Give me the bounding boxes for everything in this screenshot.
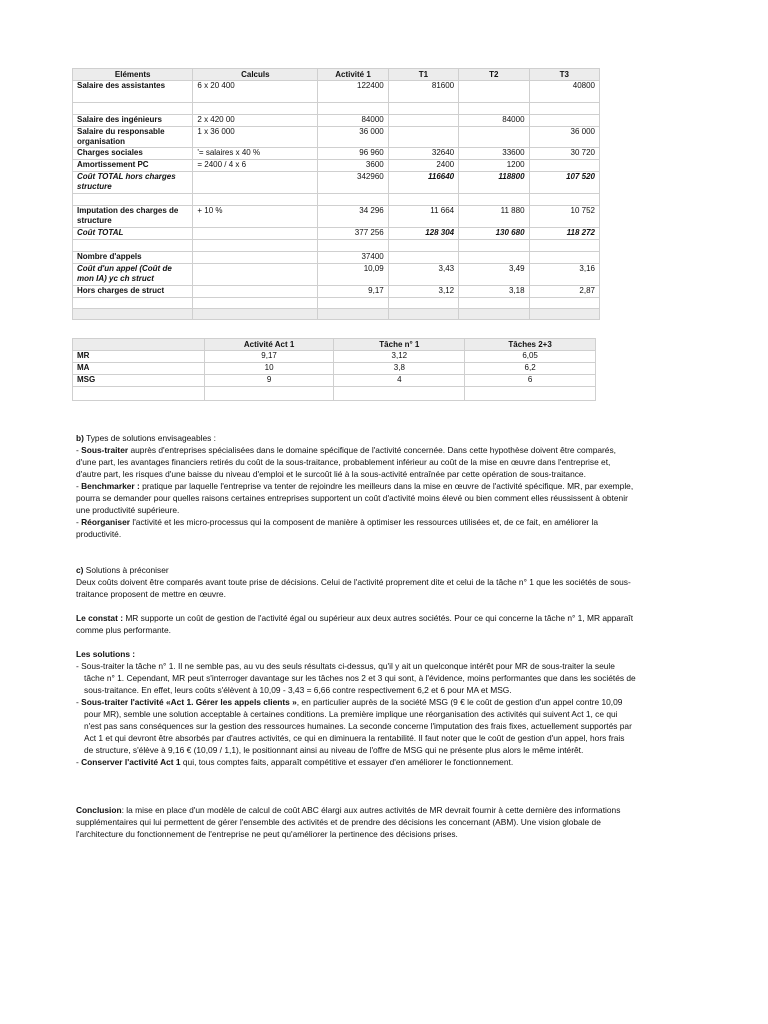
solution-bold: Conserver l'activité Act 1: [81, 757, 181, 767]
row-activite1: 37400: [318, 252, 388, 264]
bullet-text: l'activité et les micro-processus qui la composent de manière à optimiser les ressources utilisées et, de ce fait, en améliorer la productivité.: [76, 517, 599, 539]
cost-table: [72, 68, 600, 320]
table-row: [73, 148, 600, 160]
comparison-table-header: [73, 339, 596, 351]
section-letter: b): [76, 433, 84, 443]
row-label: Charges sociales: [73, 148, 193, 160]
solution-2: - Sous-traiter l'activité «Act 1. Gérer les appels clients », en particulier auprès de la société MSG (9 € le coût de gestion d'un appel contre 10,09 pour MR), semble une solution acceptable à certaines conditions. La première implique une réorganisation des activités qui suivent Act 1, ce qui n'est pas sans conséquences sur la gestion des ressources humaines. La seconde concerne l'imputation des frais fixes, actuellement supportés par Act 1 et qui devront être absorbés par d'autres activités, ce qui en diminuera la rentabilité. Il faut noter que le coût de gestion d'un appel, hors frais de structure, s'élève à 9,16 € (10,09 / 1,1), le positionnant ainsi au niveau de l'offre de MSG qui ne présente plus alors le même intérêt.: [76, 697, 632, 755]
row-t1: 3,43: [388, 264, 458, 286]
conclusion-label: Conclusion: [76, 805, 122, 815]
table-row: [73, 115, 600, 127]
conclusion-text: : la mise en place d'un modèle de calcul de coût ABC élargi aux autres activités de MR devrait fournir à cette dernière des informations supplémentaires qui lui permettent de gérer l'ensemble des activités et de prendre des décisions les concernant (ABM). Une vision globale de l'architecture du fonctionnement de l'entreprise ne peut qu'améliorer la pertinence des décisions prises.: [76, 805, 621, 839]
table-row: [73, 363, 596, 375]
cost-table-header: [73, 69, 600, 81]
table-row: [73, 286, 600, 298]
constat-label: Le constat :: [76, 613, 123, 623]
bullet-text: pratique par laquelle l'entreprise va tenter de rejoindre les meilleurs dans la mise en œuvre de l'activité spécifique. MR, par exemple, pourra se demander pour quelles raisons certaines entreprises supportent un coût d'activité moins élevé ou bien comment elles réussissent à obtenir une productivité supérieure.: [76, 481, 634, 515]
header-t3: T3: [529, 69, 599, 81]
row-t1: 128 304: [388, 228, 458, 240]
bullet-bold: Sous-traiter: [81, 445, 129, 455]
row-t3: [529, 309, 599, 320]
row-t1: [388, 309, 458, 320]
row-calc: 2 x 420 00: [193, 115, 318, 127]
row-value: 6,05: [465, 351, 596, 363]
row-label: MR: [73, 351, 205, 363]
row-t3: [529, 194, 599, 206]
solution-3: - Conserver l'activité Act 1 qui, tous comptes faits, apparaît compétitive et essayer d'en améliorer le fonctionnement.: [76, 757, 514, 767]
header-calculs: Calculs: [193, 69, 318, 81]
row-value: 3,12: [334, 351, 465, 363]
row-calc: [193, 264, 318, 286]
header-taches23: Tâches 2+3: [465, 339, 596, 351]
row-t2: 1200: [459, 160, 529, 172]
row-t2: [459, 81, 529, 103]
row-activite1: 342960: [318, 172, 388, 194]
table-row: [73, 127, 600, 148]
row-activite1: 377 256: [318, 228, 388, 240]
constat-text: MR supporte un coût de gestion de l'activité égal ou supérieur aux deux autres sociétés. Pour ce qui concerne la tâche n° 1, MR apparaît comme plus performante.: [76, 613, 634, 635]
conclusion: [76, 804, 636, 840]
solution-text: qui, tous comptes faits, apparaît compétitive et essayer d'en améliorer le fonctionnement.: [180, 757, 514, 767]
row-label: Coût d'un appel (Coût de mon IA) yc ch struct: [73, 264, 193, 286]
table-row: [73, 103, 600, 115]
row-calc: + 10 %: [193, 206, 318, 228]
row-label: [73, 309, 193, 320]
row-value: [334, 387, 465, 401]
constat-paragraph: [76, 612, 636, 636]
row-value: [204, 387, 334, 401]
row-value: 6: [465, 375, 596, 387]
section-c-intro: Deux coûts doivent être comparés avant toute prise de décisions. Celui de l'activité proprement dite et celui de la tâche n° 1 que les sociétés de sous-traitance proposent de mettre en œuvre.: [76, 577, 631, 599]
header-blank: [73, 339, 205, 351]
solutions-label: Les solutions :: [76, 649, 136, 659]
row-t1: [388, 240, 458, 252]
row-t2: 33600: [459, 148, 529, 160]
row-label: Nombre d'appels: [73, 252, 193, 264]
row-activite1: [318, 298, 388, 309]
row-t1: 81600: [388, 81, 458, 103]
row-t2: 3,49: [459, 264, 529, 286]
row-t2: [459, 309, 529, 320]
row-t1: 2400: [388, 160, 458, 172]
table-row: [73, 194, 600, 206]
row-label: Salaire du responsable organisation: [73, 127, 193, 148]
bullet-benchmarker: - Benchmarker : pratique par laquelle l'entreprise va tenter de rejoindre les meilleurs dans la mise en œuvre de l'activité spécifique. MR, par exemple, pourra se demander pour quelles raisons certaines entreprises supportent un coût d'activité moins élevé ou bien comment elles réussissent à obtenir une productivité supérieure.: [76, 481, 634, 515]
row-label: [73, 387, 205, 401]
row-label: Coût TOTAL hors charges structure: [73, 172, 193, 194]
row-t2: 11 880: [459, 206, 529, 228]
bullet-reorganiser: - Réorganiser l'activité et les micro-processus qui la composent de manière à optimiser les ressources utilisées et, de ce fait, en améliorer la productivité.: [76, 517, 599, 539]
row-calc: = 2400 / 4 x 6: [193, 160, 318, 172]
row-label: Imputation des charges de structure: [73, 206, 193, 228]
row-activite1: [318, 309, 388, 320]
section-b-heading: [76, 432, 636, 444]
bullet-text: auprès d'entreprises spécialisées dans le domaine spécifique de l'activité concernée. Dans cette hypothèse doivent être comparés, d'une part, les avantages financiers retirés du coût de la sous-traitance, probablement inférieur au coût de la mise en œuvre dans l'entreprise et, d'autre part, les risques d'une baisse du niveau d'emploi et le surcoût lié à la sous-activité entraînée par cette opération de sous-traitance.: [76, 445, 616, 479]
table-row: [73, 160, 600, 172]
row-t1: [388, 298, 458, 309]
row-t1: 3,12: [388, 286, 458, 298]
row-t1: 116640: [388, 172, 458, 194]
row-t2: 3,18: [459, 286, 529, 298]
bullet-bold: Benchmarker :: [81, 481, 140, 491]
row-t3: 30 720: [529, 148, 599, 160]
table-row: [73, 252, 600, 264]
row-label: Hors charges de struct: [73, 286, 193, 298]
header-elements: Eléments: [73, 69, 193, 81]
row-activite1: [318, 194, 388, 206]
row-t2: [459, 194, 529, 206]
row-calc: [193, 252, 318, 264]
bullet-sous-traiter: - Sous-traiter auprès d'entreprises spécialisées dans le domaine spécifique de l'activité concernée. Dans cette hypothèse doivent être comparés, d'une part, les avantages financiers retirés du coût de la sous-traitance, probablement inférieur au coût de la mise en œuvre dans l'entreprise et, d'autre part, les risques d'une baisse du niveau d'emploi et le surcoût lié à la sous-activité entraînée par cette opération de sous-traitance.: [76, 445, 616, 479]
row-t3: 10 752: [529, 206, 599, 228]
row-t2: [459, 127, 529, 148]
row-t1: [388, 103, 458, 115]
row-t1: [388, 194, 458, 206]
section-title: Solutions à préconiser: [85, 565, 169, 575]
row-t3: 118 272: [529, 228, 599, 240]
row-t2: [459, 240, 529, 252]
row-t3: [529, 115, 599, 127]
row-value: 9: [204, 375, 334, 387]
row-label: Salaire des ingénieurs: [73, 115, 193, 127]
header-t1: T1: [388, 69, 458, 81]
row-label: Salaire des assistantes: [73, 81, 193, 103]
section-b: [76, 432, 636, 540]
table-row: [73, 206, 600, 228]
header-tache1: Tâche n° 1: [334, 339, 465, 351]
row-t3: [529, 298, 599, 309]
row-activite1: 34 296: [318, 206, 388, 228]
section-c-heading: [76, 564, 636, 576]
row-value: [465, 387, 596, 401]
row-calc: [193, 309, 318, 320]
table-row: [73, 172, 600, 194]
row-activite1: [318, 240, 388, 252]
table-row: [73, 375, 596, 387]
row-t1: 11 664: [388, 206, 458, 228]
row-calc: '= salaires x 40 %: [193, 148, 318, 160]
row-calc: [193, 240, 318, 252]
header-activite1: Activité 1: [318, 69, 388, 81]
row-activite1: 9,17: [318, 286, 388, 298]
row-t2: 130 680: [459, 228, 529, 240]
row-t2: 118800: [459, 172, 529, 194]
section-c: [76, 564, 636, 768]
row-calc: 1 x 36 000: [193, 127, 318, 148]
row-activite1: 84000: [318, 115, 388, 127]
solutions-heading: [76, 648, 636, 660]
row-t3: [529, 103, 599, 115]
row-t1: [388, 115, 458, 127]
row-t3: [529, 240, 599, 252]
table-row: [73, 387, 596, 401]
row-calc: [193, 286, 318, 298]
row-value: 4: [334, 375, 465, 387]
conclusion-paragraph: [76, 804, 636, 840]
row-t3: [529, 252, 599, 264]
row-activite1: 10,09: [318, 264, 388, 286]
row-t3: 3,16: [529, 264, 599, 286]
solution-bold: Sous-traiter l'activité «Act 1. Gérer les appels clients »: [81, 697, 297, 707]
header-activite-act1: Activité Act 1: [204, 339, 334, 351]
row-value: 10: [204, 363, 334, 375]
row-label: MA: [73, 363, 205, 375]
row-label: [73, 240, 193, 252]
row-t1: 32640: [388, 148, 458, 160]
row-t2: [459, 252, 529, 264]
row-calc: [193, 103, 318, 115]
row-t3: 40800: [529, 81, 599, 103]
row-activite1: 36 000: [318, 127, 388, 148]
row-activite1: [318, 103, 388, 115]
row-label: [73, 194, 193, 206]
row-t3: 36 000: [529, 127, 599, 148]
bullet-bold: Réorganiser: [81, 517, 130, 527]
row-t1: [388, 127, 458, 148]
row-label: Coût TOTAL: [73, 228, 193, 240]
row-t2: 84000: [459, 115, 529, 127]
section-title: Types de solutions envisageables :: [86, 433, 216, 443]
row-t3: 107 520: [529, 172, 599, 194]
table-row: [73, 228, 600, 240]
table-row: [73, 81, 600, 103]
row-calc: 6 x 20 400: [193, 81, 318, 103]
row-label: [73, 103, 193, 115]
solution-1: - Sous-traiter la tâche n° 1. Il ne semble pas, au vu des seuls résultats ci-dessus, qu'il y ait un quelconque intérêt pour MR de sous-traiter la seule tâche n° 1. Cependant, MR peut s'interroger davantage sur les tâches nos 2 et 3 qui sont, à l'évidence, moins performantes que dans les sociétés de sous-traitance. En effet, leurs coûts s'élèvent à 10,09 - 3,43 = 6,66 contre respectivement 6,2 et 6 pour MA et MSG.: [76, 661, 636, 695]
row-label: MSG: [73, 375, 205, 387]
row-value: 3,8: [334, 363, 465, 375]
row-t2: [459, 103, 529, 115]
table-row: [73, 264, 600, 286]
row-calc: [193, 194, 318, 206]
row-t3: 2,87: [529, 286, 599, 298]
table-row: [73, 309, 600, 320]
table-row: [73, 298, 600, 309]
row-t3: [529, 160, 599, 172]
comparison-table: [72, 338, 596, 401]
row-activite1: 96 960: [318, 148, 388, 160]
table-row: [73, 351, 596, 363]
header-t2: T2: [459, 69, 529, 81]
row-label: [73, 298, 193, 309]
row-calc: [193, 298, 318, 309]
row-calc: [193, 228, 318, 240]
row-t1: [388, 252, 458, 264]
row-activite1: 3600: [318, 160, 388, 172]
table-row: [73, 240, 600, 252]
solution-text: Sous-traiter la tâche n° 1. Il ne semble pas, au vu des seuls résultats ci-dessus, qu'il y ait un quelconque intérêt pour MR de sous-traiter la seule tâche n° 1. Cependant, MR peut s'interroger davantage sur les tâches nos 2 et 3 qui sont, à l'évidence, moins performantes que dans les sociétés de sous-traitance. En effet, leurs coûts s'élèvent à 10,09 - 3,43 = 6,66 contre respectivement 6,2 et 6 pour MA et MSG.: [81, 661, 636, 695]
row-value: 6,2: [465, 363, 596, 375]
row-t2: [459, 298, 529, 309]
row-label: Amortissement PC: [73, 160, 193, 172]
row-calc: [193, 172, 318, 194]
section-letter: c): [76, 565, 84, 575]
row-activite1: 122400: [318, 81, 388, 103]
solution-text: , en particulier auprès de la société MSG (9 € le coût de gestion d'un appel contre 10,09 pour MR), semble une solution acceptable à certaines conditions. La première implique une réorganisation des activités qui suivent Act 1, ce qui n'est pas sans conséquences sur la gestion des ressources humaines. La seconde concerne l'imputation des frais fixes, actuellement supportés par Act 1 et qui devront être absorbés par d'autres activités, ce qui en diminuera la rentabilité. Il faut noter que le coût de gestion d'un appel, hors frais de structure, s'élève à 9,16 € (10,09 / 1,1), le positionnant ainsi au niveau de l'offre de MSG qui ne présente plus alors le même intérêt.: [84, 697, 632, 755]
row-value: 9,17: [204, 351, 334, 363]
